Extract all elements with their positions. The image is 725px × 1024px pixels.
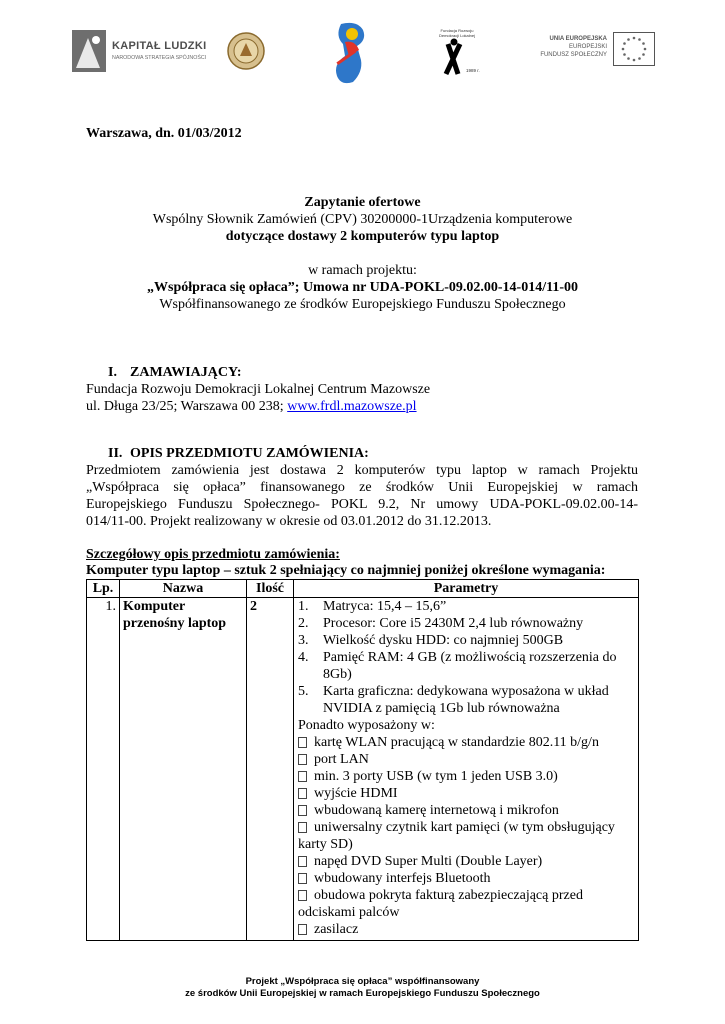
seal-emblem-icon: [227, 32, 265, 70]
extra-text: port LAN: [314, 752, 369, 767]
specification-table: [86, 579, 639, 941]
requirement-text: Procesor: Core i5 2430M 2,4 lub równoważny: [323, 616, 584, 631]
checkbox-glyph-icon: [298, 771, 307, 782]
kapital-ludzki-mark-icon: [72, 30, 106, 72]
kapital-ludzki-subtitle: NARODOWA STRATEGIA SPÓJNOŚCI: [112, 55, 207, 61]
requirement-text: Matryca: 15,4 – 15,6”: [323, 599, 447, 614]
requirement-text: Pamięć RAM: 4 GB (z możliwością rozszerzenia do 8Gb): [323, 650, 617, 682]
eu-line-2: EUROPEJSKI: [568, 44, 607, 50]
cpv-line: Wspólny Słownik Zamówień (CPV) 30200000-1Urządzenia komputerowe: [152, 212, 573, 227]
document-title: Zapytanie ofertowe: [304, 195, 421, 210]
header-lp: Lp.: [87, 580, 120, 598]
extra-item: [298, 819, 635, 853]
row-name: Komputer przenośny laptop: [120, 598, 247, 941]
paragraph-line: „Współpraca się opłaca” finansowanego ze środków Unii Europejskiej w ramach: [86, 480, 638, 495]
extra-item: [298, 853, 635, 870]
requirement-number: 2.: [298, 616, 309, 631]
requirement-text: Karta graficzna: dedykowana wyposażona w układ NVIDIA z pamięcią 1Gb lub równoważna: [323, 684, 609, 716]
website-link[interactable]: www.frdl.mazowsze.pl: [287, 399, 417, 414]
extra-text: min. 3 porty USB (w tym 1 jeden USB 3.0): [314, 769, 558, 784]
eu-fund-logo: [537, 32, 655, 72]
extra-text: obudowa pokryta fakturą zabezpieczającą przed odciskami palców: [298, 888, 583, 920]
requirement-number: 5.: [298, 684, 309, 699]
requirement-item: [298, 683, 635, 717]
requirement-item: [298, 615, 635, 632]
checkbox-glyph-icon: [298, 737, 307, 748]
checkbox-glyph-icon: [298, 873, 307, 884]
footer-line-2: ze środków Unii Europejskiej w ramach Europejskiego Funduszu Społecznego: [185, 988, 540, 999]
extra-item: [298, 921, 635, 938]
checkbox-glyph-icon: [298, 822, 307, 833]
footer-line-1: Projekt „Współpraca się opłaca” współfinansowany: [245, 976, 480, 987]
warsaw-lady-logo: [327, 20, 377, 88]
checkbox-glyph-icon: [298, 924, 307, 935]
extra-item: [298, 785, 635, 802]
requirement-text: Wielkość dysku HDD: co najmniej 500GB: [323, 633, 564, 648]
cofinanced-line: Współfinansowanego ze środków Europejskiego Funduszu Społecznego: [159, 297, 566, 312]
eu-fund-text: [537, 35, 607, 59]
warsaw-mermaid-icon: [327, 20, 377, 88]
frdl-logo: [428, 28, 484, 78]
extra-text: zasilacz: [314, 922, 359, 937]
logo-bar: [0, 20, 725, 95]
requirement-item: [298, 598, 635, 615]
eu-line-1: UNIA EUROPEJSKA: [549, 36, 607, 42]
paragraph-line: Przedmiotem zamówienia jest dostawa 2 komputerów typu laptop w ramach Projektu: [86, 463, 638, 478]
extra-item: [298, 768, 635, 785]
requirement-number: 4.: [298, 650, 309, 665]
eu-line-3: FUNDUSZ SPOŁECZNY: [540, 52, 607, 58]
project-intro: w ramach projektu:: [308, 263, 417, 278]
header-qty: Ilość: [247, 580, 294, 598]
extra-text: uniwersalny czytnik kart pamięci (w tym obsługujący karty SD): [298, 820, 615, 852]
section-2-heading: [108, 445, 369, 462]
warsaw-lady-text: [327, 20, 328, 21]
table-row: [87, 598, 639, 941]
frdl-year: 1989 r.: [466, 68, 480, 73]
section-1-heading: [108, 364, 242, 381]
requirement-item: [298, 632, 635, 649]
checkbox-glyph-icon: [298, 890, 307, 901]
section-1-number: I.: [108, 365, 117, 380]
table-header-row: [87, 580, 639, 598]
requirement-number: 1.: [298, 599, 309, 614]
extra-item: [298, 734, 635, 751]
extra-item: [298, 870, 635, 887]
subject-line: dotyczące dostawy 2 komputerów typu laptop: [225, 229, 500, 244]
checkbox-glyph-icon: [298, 805, 307, 816]
extra-text: wbudowaną kamerę internetową i mikrofon: [314, 803, 559, 818]
row-qty: 2: [247, 598, 294, 941]
section-2-paragraph: [86, 462, 638, 530]
extra-text: napęd DVD Super Multi (Double Layer): [314, 854, 543, 869]
detail-heading: Szczegółowy opis przedmiotu zamówienia:: [86, 547, 340, 562]
frdl-name: Fundacja Rozwoju Demokracji Lokalnej: [438, 28, 475, 38]
row-lp: 1.: [87, 598, 120, 941]
extra-text: wyjście HDMI: [314, 786, 398, 801]
place-date: Warszawa, dn. 01/03/2012: [86, 126, 242, 141]
extras-list: [298, 734, 635, 938]
section-2-title: OPIS PRZEDMIOTU ZAMÓWIENIA:: [130, 446, 369, 461]
extra-text: wbudowany interfejs Bluetooth: [314, 871, 491, 886]
section-2-number: II.: [108, 446, 123, 461]
requirement-number: 3.: [298, 633, 309, 648]
header-name: Nazwa: [120, 580, 247, 598]
paragraph-line: Europejskiego Funduszu Społecznego- POKL 9.2, Nr umowy UDA-POKL-09.02.00-14-: [86, 497, 638, 512]
project-line: „Współpraca się opłaca”; Umowa nr UDA-POKL-09.02.00-14-014/11-00: [147, 280, 578, 295]
ordering-party-address: [86, 398, 417, 415]
requirement-item: [298, 649, 635, 683]
requirements-list: [298, 598, 635, 717]
eu-flag-icon: [613, 32, 655, 66]
checkbox-glyph-icon: [298, 754, 307, 765]
checkbox-glyph-icon: [298, 788, 307, 799]
header-params: Parametry: [294, 580, 639, 598]
extra-item: [298, 802, 635, 819]
address-text: ul. Długa 23/25; Warszawa 00 238;: [86, 399, 288, 414]
kapital-ludzki-logo: [72, 28, 212, 78]
row-params: [294, 598, 639, 941]
extra-text: kartę WLAN pracującą w standardzie 802.11 b/g/n: [314, 735, 599, 750]
ordering-party-name: Fundacja Rozwoju Demokracji Lokalnej Centrum Mazowsze: [86, 382, 431, 397]
extra-item: [298, 751, 635, 768]
checkbox-glyph-icon: [298, 856, 307, 867]
section-1-title: ZAMAWIAJĄCY:: [130, 365, 242, 380]
detail-subheading: Komputer typu laptop – sztuk 2 spełniający co najmniej poniżej określone wymagania:: [86, 563, 606, 578]
page-footer: [0, 976, 725, 1000]
kapital-ludzki-title: KAPITAŁ LUDZKI: [112, 40, 207, 52]
paragraph-line: 014/11-00. Projekt realizowany w okresie od 03.01.2012 do 31.12.2013.: [86, 514, 492, 529]
extra-item: [298, 887, 635, 921]
extras-intro: Ponadto wyposażony w:: [298, 718, 435, 733]
